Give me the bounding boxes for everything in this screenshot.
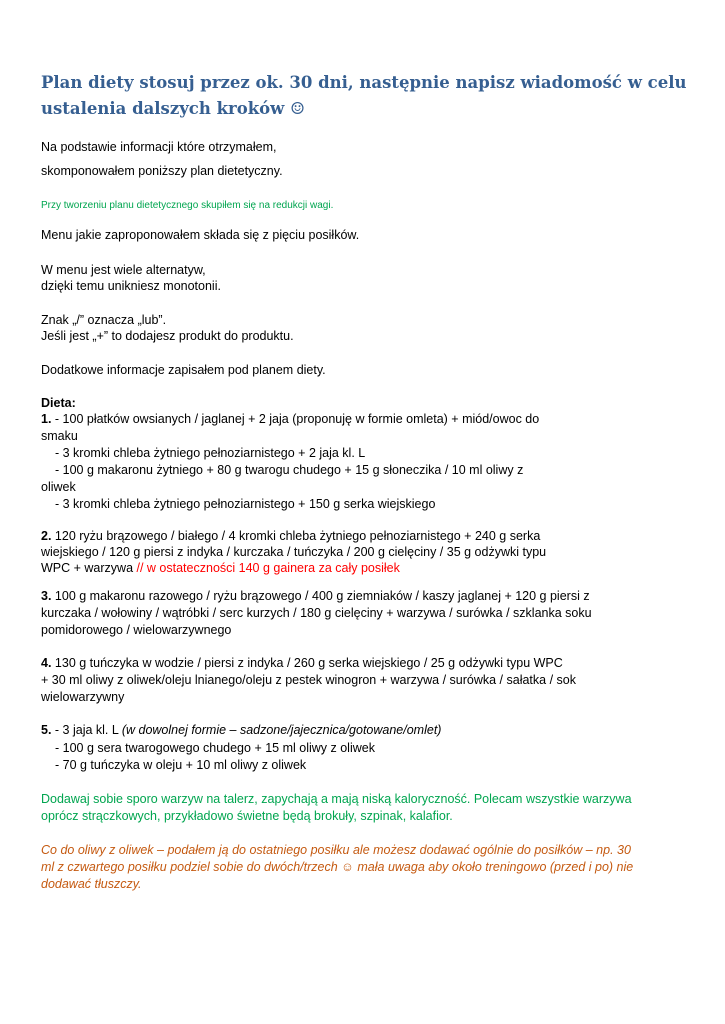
meal-2-line-2: wiejskiego / 120 g piersi z indyka / kurczaka / tuńczyka / 200 g cielęciny / 35 g odżywki typu	[41, 545, 547, 559]
olive-oil-note-1: Co do oliwy z oliwek – podałem ją do ostatniego posiłku ale możesz dodawać ogólnie do posiłków – np. 30	[41, 843, 631, 857]
meal-2-line-1: 2. 120 ryżu brązowego / białego / 4 kromki chleba żytniego pełnoziarnistego + 240 g serka	[41, 529, 541, 543]
diet-heading: Dieta:	[41, 396, 76, 410]
alternatives-line-2: dzięki temu unikniesz monotonii.	[41, 279, 221, 293]
meal-3-line-3: pomidorowego / wielowarzywnego	[41, 623, 232, 637]
meal-2-line-3: WPC + warzywa // w ostateczności 140 g gainera za cały posiłek	[41, 561, 400, 575]
meal-1-line-3: - 3 kromki chleba żytniego pełnoziarnistego + 2 jaja kl. L	[55, 446, 366, 460]
meal-5-line-2: - 100 g sera twarogowego chudego + 15 ml oliwy z oliwek	[55, 741, 375, 755]
page-title: Plan diety stosuj przez ok. 30 dni, następnie napisz wiadomość w celu ustalenia dalszych kroków ☺	[41, 73, 687, 118]
meal-4-number: 4.	[41, 656, 52, 670]
intro-line-2: skomponowałem poniższy plan dietetyczny.	[41, 164, 283, 178]
menu-info: Menu jakie zaproponowałem składa się z pięciu posiłków.	[41, 228, 360, 242]
meal-4-line-2: + 30 ml oliwy z oliwek/oleju lnianego/oleju z pestek winogron + warzywa / surówka / sałatka / sok	[41, 673, 576, 687]
extra-info: Dodatkowe informacje zapisałem pod planem diety.	[41, 363, 326, 377]
meal-1-number: 1.	[41, 412, 52, 426]
meal-2-number: 2.	[41, 529, 52, 543]
meal-1-line-5: oliwek	[41, 480, 76, 494]
alternatives-line-1: W menu jest wiele alternatyw,	[41, 263, 206, 277]
green-note: Przy tworzeniu planu dietetycznego skupiłem się na redukcji wagi.	[41, 200, 334, 211]
olive-oil-note-3: dodawać tłuszczy.	[41, 877, 142, 891]
meal-3-number: 3.	[41, 589, 52, 603]
vegetables-note-1: Dodawaj sobie sporo warzyw na talerz, zapychają a mają niską kaloryczność. Polecam wszystkie warzywa	[41, 792, 632, 806]
meal-5-line-3: - 70 g tuńczyka w oleju + 10 ml oliwy z oliwek	[55, 758, 307, 772]
vegetables-note-2: oprócz strączkowych, przykładowo świetne będą brokuły, szpinak, kalafior.	[41, 809, 453, 823]
meal-3-line-1: 3. 100 g makaronu razowego / ryżu brązowego / 400 g ziemniaków / kaszy jaglanej + 120 g piersi z	[41, 589, 590, 603]
meal-1-line-4: - 100 g makaronu żytniego + 80 g twarogu chudego + 15 g słoneczika / 10 ml oliwy z	[55, 463, 524, 477]
intro-line-1: Na podstawie informacji które otrzymałem,	[41, 140, 277, 154]
gainer-note: // w ostateczności 140 g gainera za cały posiłek	[136, 561, 400, 575]
meal-3-line-2: kurczaka / wołowiny / wątróbki / serc kurzych / 180 g cielęciny + warzywa / surówka / szklanka soku	[41, 606, 592, 620]
sign-info-2: Jeśli jest „+” to dodajesz produkt do produktu.	[41, 329, 294, 343]
meal-4-line-1: 4. 130 g tuńczyka w wodzie / piersi z indyka / 260 g serka wiejskiego / 25 g odżywki typu WPC	[41, 656, 563, 670]
olive-oil-note-2: ml z czwartego posiłku podziel sobie do dwóch/trzech ☺ mała uwaga aby około treningowo (przed i po) nie	[41, 860, 634, 874]
meal-1-line-2: smaku	[41, 429, 78, 443]
meal-5-number: 5.	[41, 723, 52, 737]
sign-info-1: Znak „/” oznacza „lub”.	[41, 313, 167, 327]
meal-1-line-1: 1. - 100 płatków owsianych / jaglanej + 2 jaja (proponuję w formie omleta) + miód/owoc do	[41, 412, 540, 426]
meal-1-line-6: - 3 kromki chleba żytniego pełnoziarnistego + 150 g serka wiejskiego	[55, 497, 436, 511]
meal-5-line-1: 5. - 3 jaja kl. L (w dowolnej formie – sadzone/jajecznica/gotowane/omlet)	[41, 723, 442, 737]
meal-4-line-3: wielowarzywny	[41, 690, 125, 704]
